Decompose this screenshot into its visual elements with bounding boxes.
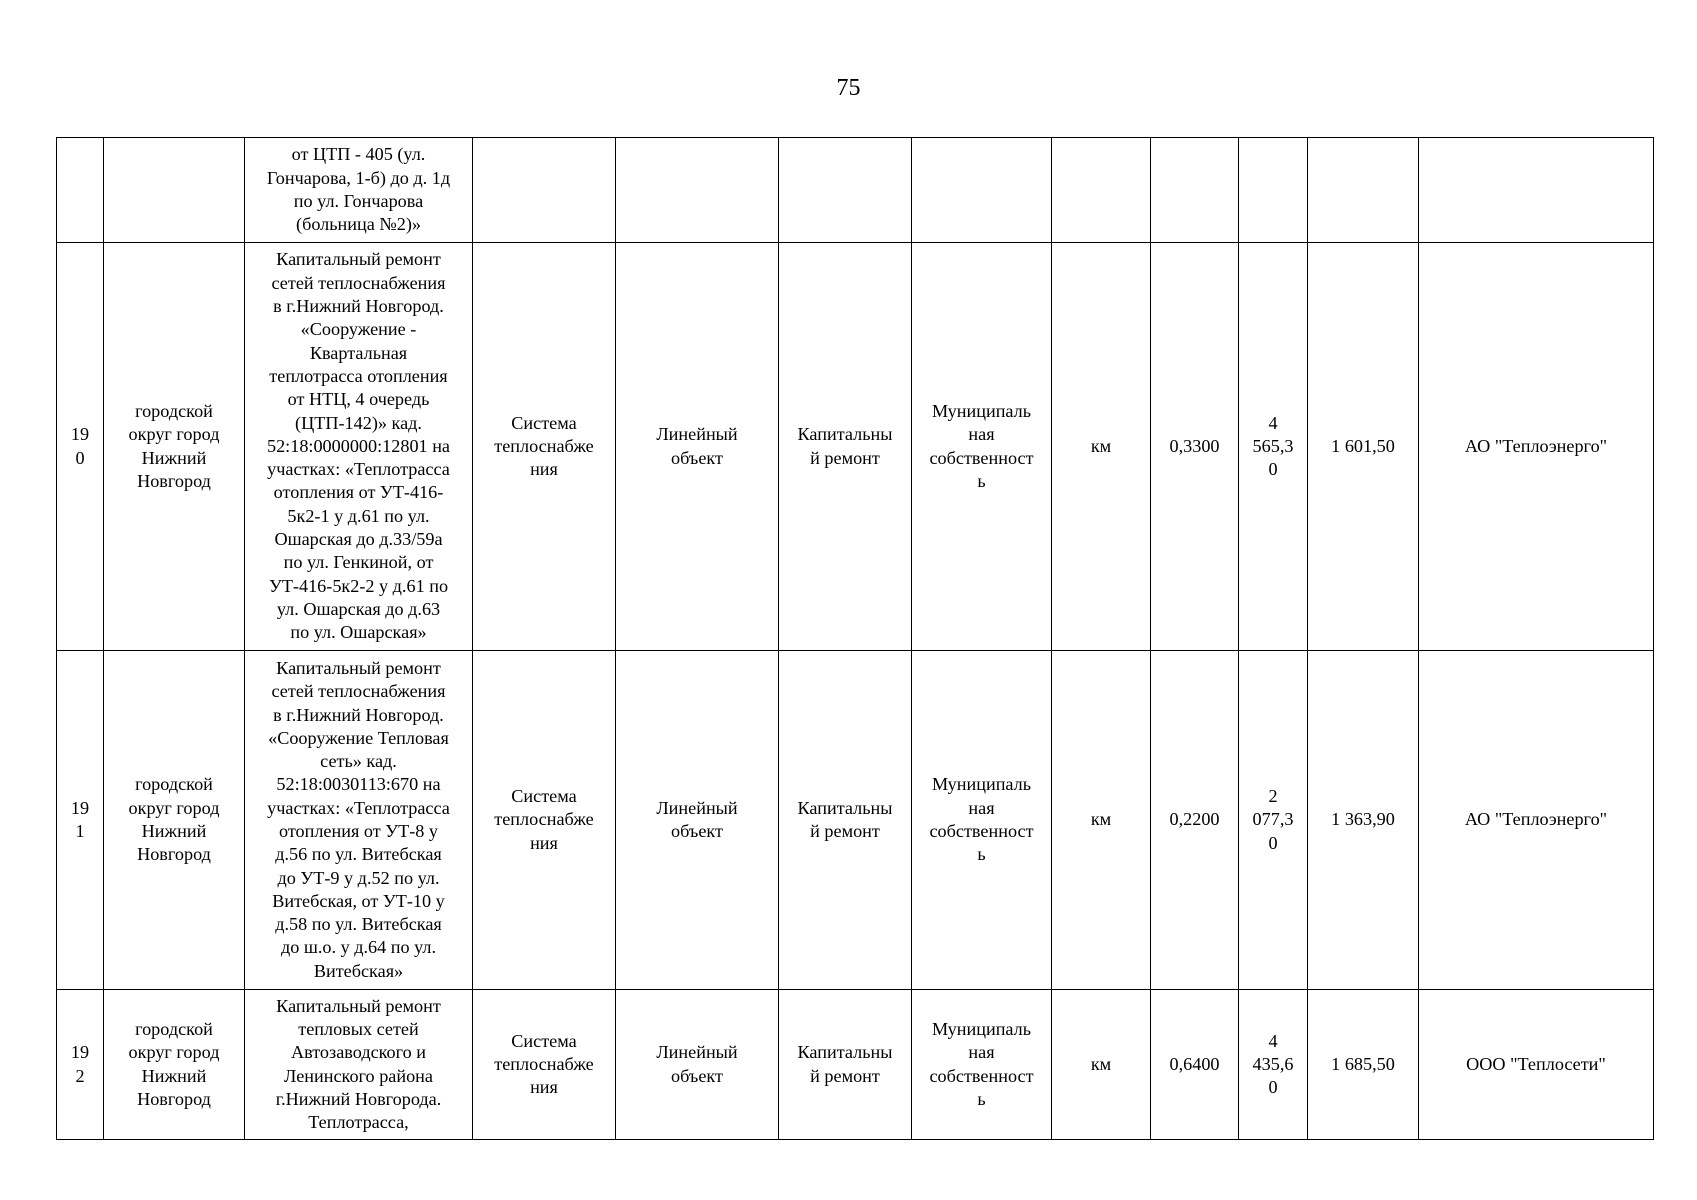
- description-cell: Капитальный ремонт тепловых сетей Автозаводского и Ленинского района г.Нижний Новгорода. Теплотрасса,: [245, 990, 473, 1140]
- registry-table: [56, 137, 1654, 1140]
- organization-cell: АО "Теплоэнерго": [1419, 651, 1654, 990]
- table-row: [57, 990, 1654, 1140]
- municipality-cell: городской округ город Нижний Новгород: [104, 990, 245, 1140]
- table-row: [57, 651, 1654, 990]
- object-type-cell: Линейный объект: [616, 651, 779, 990]
- table-row: [57, 138, 1654, 243]
- organization-cell: АО "Теплоэнерго": [1419, 243, 1654, 651]
- work-type-cell: Капитальны й ремонт: [779, 651, 912, 990]
- system-cell: Система теплоснабже ния: [473, 243, 616, 651]
- work-type-cell: Капитальны й ремонт: [779, 243, 912, 651]
- length-cell: 0,2200: [1151, 651, 1239, 990]
- cost-cell: 2 077,3 0: [1239, 651, 1308, 990]
- work-type-cell: Капитальны й ремонт: [779, 990, 912, 1140]
- row-number-cell: 19 0: [57, 243, 104, 651]
- system-cell: [473, 138, 616, 243]
- value-cell: [1308, 138, 1419, 243]
- cost-cell: 4 565,3 0: [1239, 243, 1308, 651]
- work-type-cell: [779, 138, 912, 243]
- ownership-cell: Муниципаль ная собственност ь: [912, 243, 1052, 651]
- ownership-cell: Муниципаль ная собственност ь: [912, 651, 1052, 990]
- page-number: 75: [836, 75, 861, 101]
- length-cell: [1151, 138, 1239, 243]
- value-cell: 1 601,50: [1308, 243, 1419, 651]
- description-cell: от ЦТП - 405 (ул. Гончарова, 1-б) до д. 1д по ул. Гончарова (больница №2)»: [245, 138, 473, 243]
- description-cell: Капитальный ремонт сетей теплоснабжения в г.Нижний Новгород. «Сооружение Тепловая сеть» кад. 52:18:0030113:670 на участках: «Теплотрасса отопления от УТ-8 у д.56 по ул. Витебская до УТ-9 у д.52 по ул. Витебская, от УТ-10 у д.58 по ул. Витебская до ш.о. у д.64 по ул. Витебская»: [245, 651, 473, 990]
- description-cell: Капитальный ремонт сетей теплоснабжения в г.Нижний Новгород. «Сооружение - Квартальная теплотрасса отопления от НТЦ, 4 очередь (ЦТП-142)» кад. 52:18:0000000:12801 на участках: «Теплотрасса отопления от УТ-416- 5к2-1 у д.61 по ул. Ошарская до д.33/59а по ул. Генкиной, от УТ-416-5к2-2 у д.61 по ул. Ошарская до д.63 по ул. Ошарская»: [245, 243, 473, 651]
- cost-cell: [1239, 138, 1308, 243]
- value-cell: 1 685,50: [1308, 990, 1419, 1140]
- system-cell: Система теплоснабже ния: [473, 990, 616, 1140]
- row-number-cell: 19 1: [57, 651, 104, 990]
- municipality-cell: [104, 138, 245, 243]
- municipality-cell: городской округ город Нижний Новгород: [104, 651, 245, 990]
- value-cell: 1 363,90: [1308, 651, 1419, 990]
- unit-cell: км: [1052, 651, 1151, 990]
- object-type-cell: [616, 138, 779, 243]
- system-cell: Система теплоснабже ния: [473, 651, 616, 990]
- ownership-cell: [912, 138, 1052, 243]
- object-type-cell: Линейный объект: [616, 243, 779, 651]
- cost-cell: 4 435,6 0: [1239, 990, 1308, 1140]
- length-cell: 0,6400: [1151, 990, 1239, 1140]
- unit-cell: [1052, 138, 1151, 243]
- ownership-cell: Муниципаль ная собственност ь: [912, 990, 1052, 1140]
- unit-cell: км: [1052, 990, 1151, 1140]
- organization-cell: [1419, 138, 1654, 243]
- row-number-cell: [57, 138, 104, 243]
- unit-cell: км: [1052, 243, 1151, 651]
- table-row: [57, 243, 1654, 651]
- row-number-cell: 19 2: [57, 990, 104, 1140]
- object-type-cell: Линейный объект: [616, 990, 779, 1140]
- municipality-cell: городской округ город Нижний Новгород: [104, 243, 245, 651]
- organization-cell: ООО "Теплосети": [1419, 990, 1654, 1140]
- length-cell: 0,3300: [1151, 243, 1239, 651]
